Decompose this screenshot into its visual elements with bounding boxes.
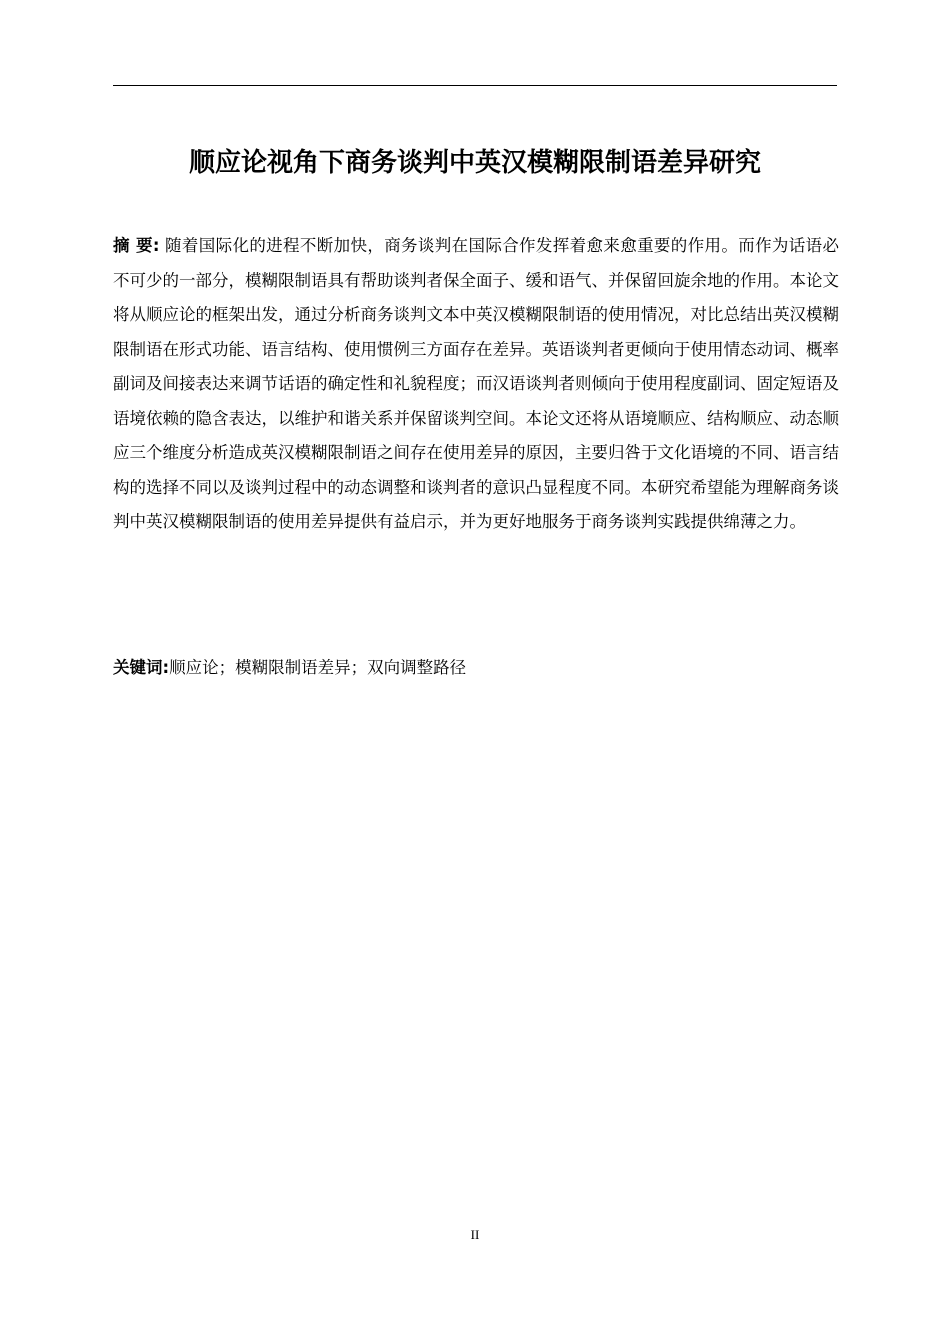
- abstract-label: 摘 要:: [113, 236, 160, 255]
- abstract-paragraph: [113, 229, 839, 540]
- keywords-line: [113, 651, 839, 685]
- keywords-label: 关键词:: [113, 658, 170, 677]
- page-number: II: [470, 1227, 480, 1242]
- keywords-text: 顺应论；模糊限制语差异；双向调整路径: [169, 658, 467, 677]
- abstract-text: 随着国际化的进程不断加快，商务谈判在国际合作发挥着愈来愈重要的作用。而作为话语必不可少的一部分，模糊限制语具有帮助谈判者保全面子、缓和语气、并保留回旋余地的作用。本论文将从顺应论的框架出发，通过分析商务谈判文本中英汉模糊限制语的使用情况，对比总结出英汉模糊限制语在形式功能、语言结构、使用惯例三方面存在差异。英语谈判者更倾向于使用情态动词、概率副词及间接表达来调节话语的确定性和礼貌程度；而汉语谈判者则倾向于使用程度副词、固定短语及语境依赖的隐含表达，以维护和谐关系并保留谈判空间。本论文还将从语境顺应、结构顺应、动态顺应三个维度分析造成英汉模糊限制语之间存在使用差异的原因，主要归咎于文化语境的不同、语言结构的选择不同以及谈判过程中的动态调整和谈判者的意识凸显程度不同。本研究希望能为理解商务谈判中英汉模糊限制语的使用差异提供有益启示，并为更好地服务于商务谈判实践提供绵薄之力。: [113, 236, 840, 531]
- header-rule: [113, 85, 837, 86]
- paper-title: 顺应论视角下商务谈判中英汉模糊限制语差异研究: [188, 148, 761, 178]
